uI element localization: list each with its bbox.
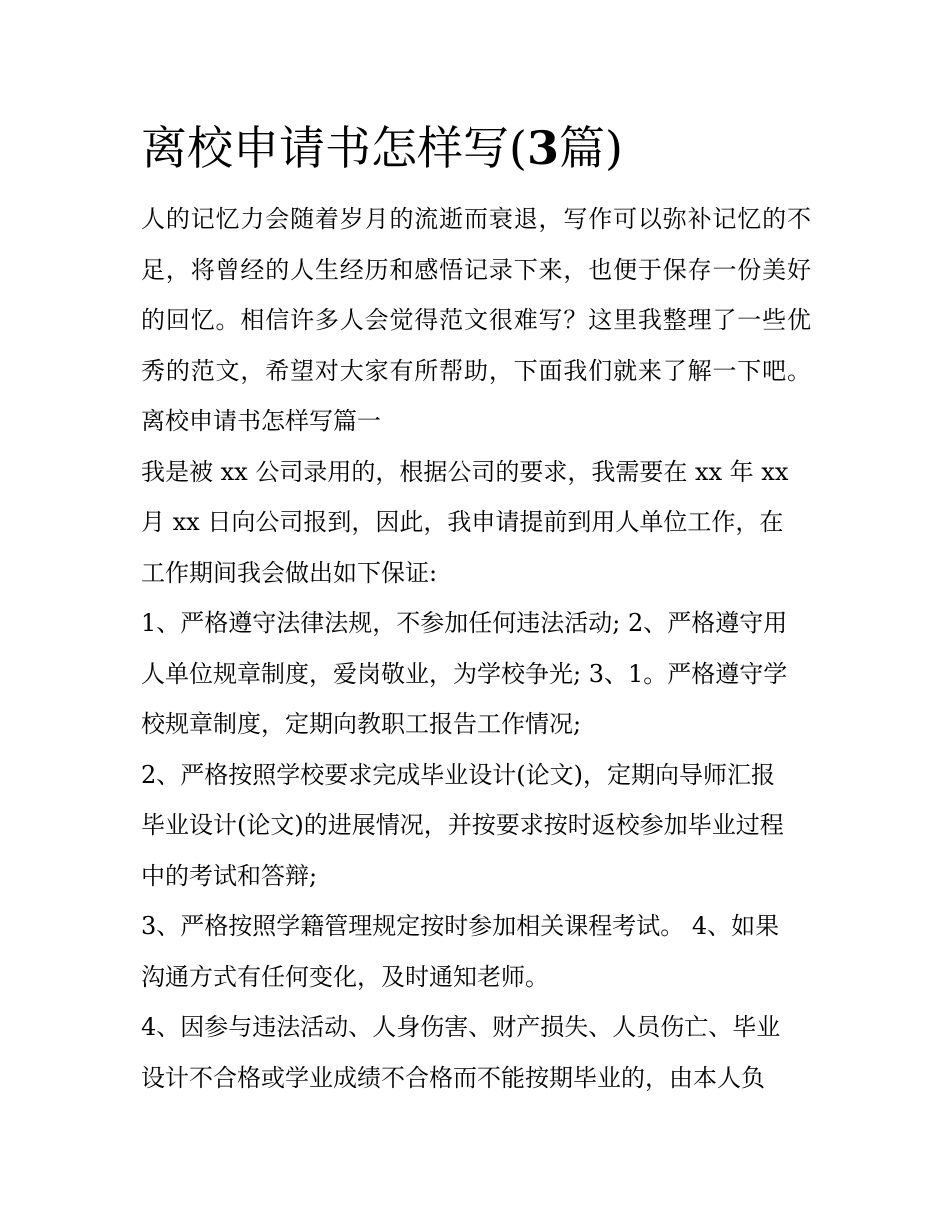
paragraph-line: 的回忆。相信许多人会觉得范文很难写？这里我整理了一些优 [141, 306, 811, 334]
paragraph-line: 校规章制度，定期向教职工报告工作情况; [141, 710, 582, 738]
paragraph-line: 秀的范文，希望对大家有所帮助，下面我们就来了解一下吧。 [141, 356, 811, 385]
paragraph-line: 设计不合格或学业成绩不合格而不能按期毕业的，由本人负 [141, 1063, 765, 1092]
paragraph-line: 沟通方式有任何变化，及时通知老师。 [141, 962, 549, 991]
document-body [141, 110, 811, 1103]
paragraph-line: 人单位规章制度，爱岗敬业，为学校争光; 3、1。严格遵守学 [141, 659, 788, 688]
paragraph-line: 足，将曾经的人生经历和感悟记录下来，也便于保存一份美好 [141, 255, 811, 284]
section-heading: 离校申请书怎样写篇一 [141, 407, 381, 435]
paragraph-line: 4、因参与违法活动、人身伤害、财产损失、人员伤亡、毕业 [141, 1013, 781, 1041]
title-text: 离校申请书怎样写( [141, 121, 527, 175]
title-suffix: 篇) [558, 121, 623, 175]
paragraph-line: 中的考试和答辩; [141, 861, 318, 890]
paragraph-line: 2、严格按照学校要求完成毕业设计(论文)，定期向导师汇报 [141, 760, 775, 789]
document-title [141, 110, 811, 186]
paragraph-line: 3、严格按照学籍管理规定按时参加相关课程考试。 4、如果 [141, 912, 780, 940]
paragraph-line: 工作期间我会做出如下保证: [141, 558, 438, 587]
paragraph-line: 1、严格遵守法律法规，不参加任何违法活动; 2、严格遵守用 [141, 609, 788, 637]
paragraph-line: 人的记忆力会随着岁月的流逝而衰退，写作可以弥补记忆的不 [141, 205, 811, 233]
paragraph-line: 月 xx 日向公司报到，因此，我申请提前到用人单位工作，在 [141, 508, 784, 536]
title-count: 3 [526, 121, 559, 175]
paragraph-line: 毕业设计(论文)的进展情况，并按要求按时返校参加毕业过程 [141, 811, 784, 839]
paragraph-line: 我是被 xx 公司录用的，根据公司的要求，我需要在 xx 年 xx [141, 457, 789, 486]
